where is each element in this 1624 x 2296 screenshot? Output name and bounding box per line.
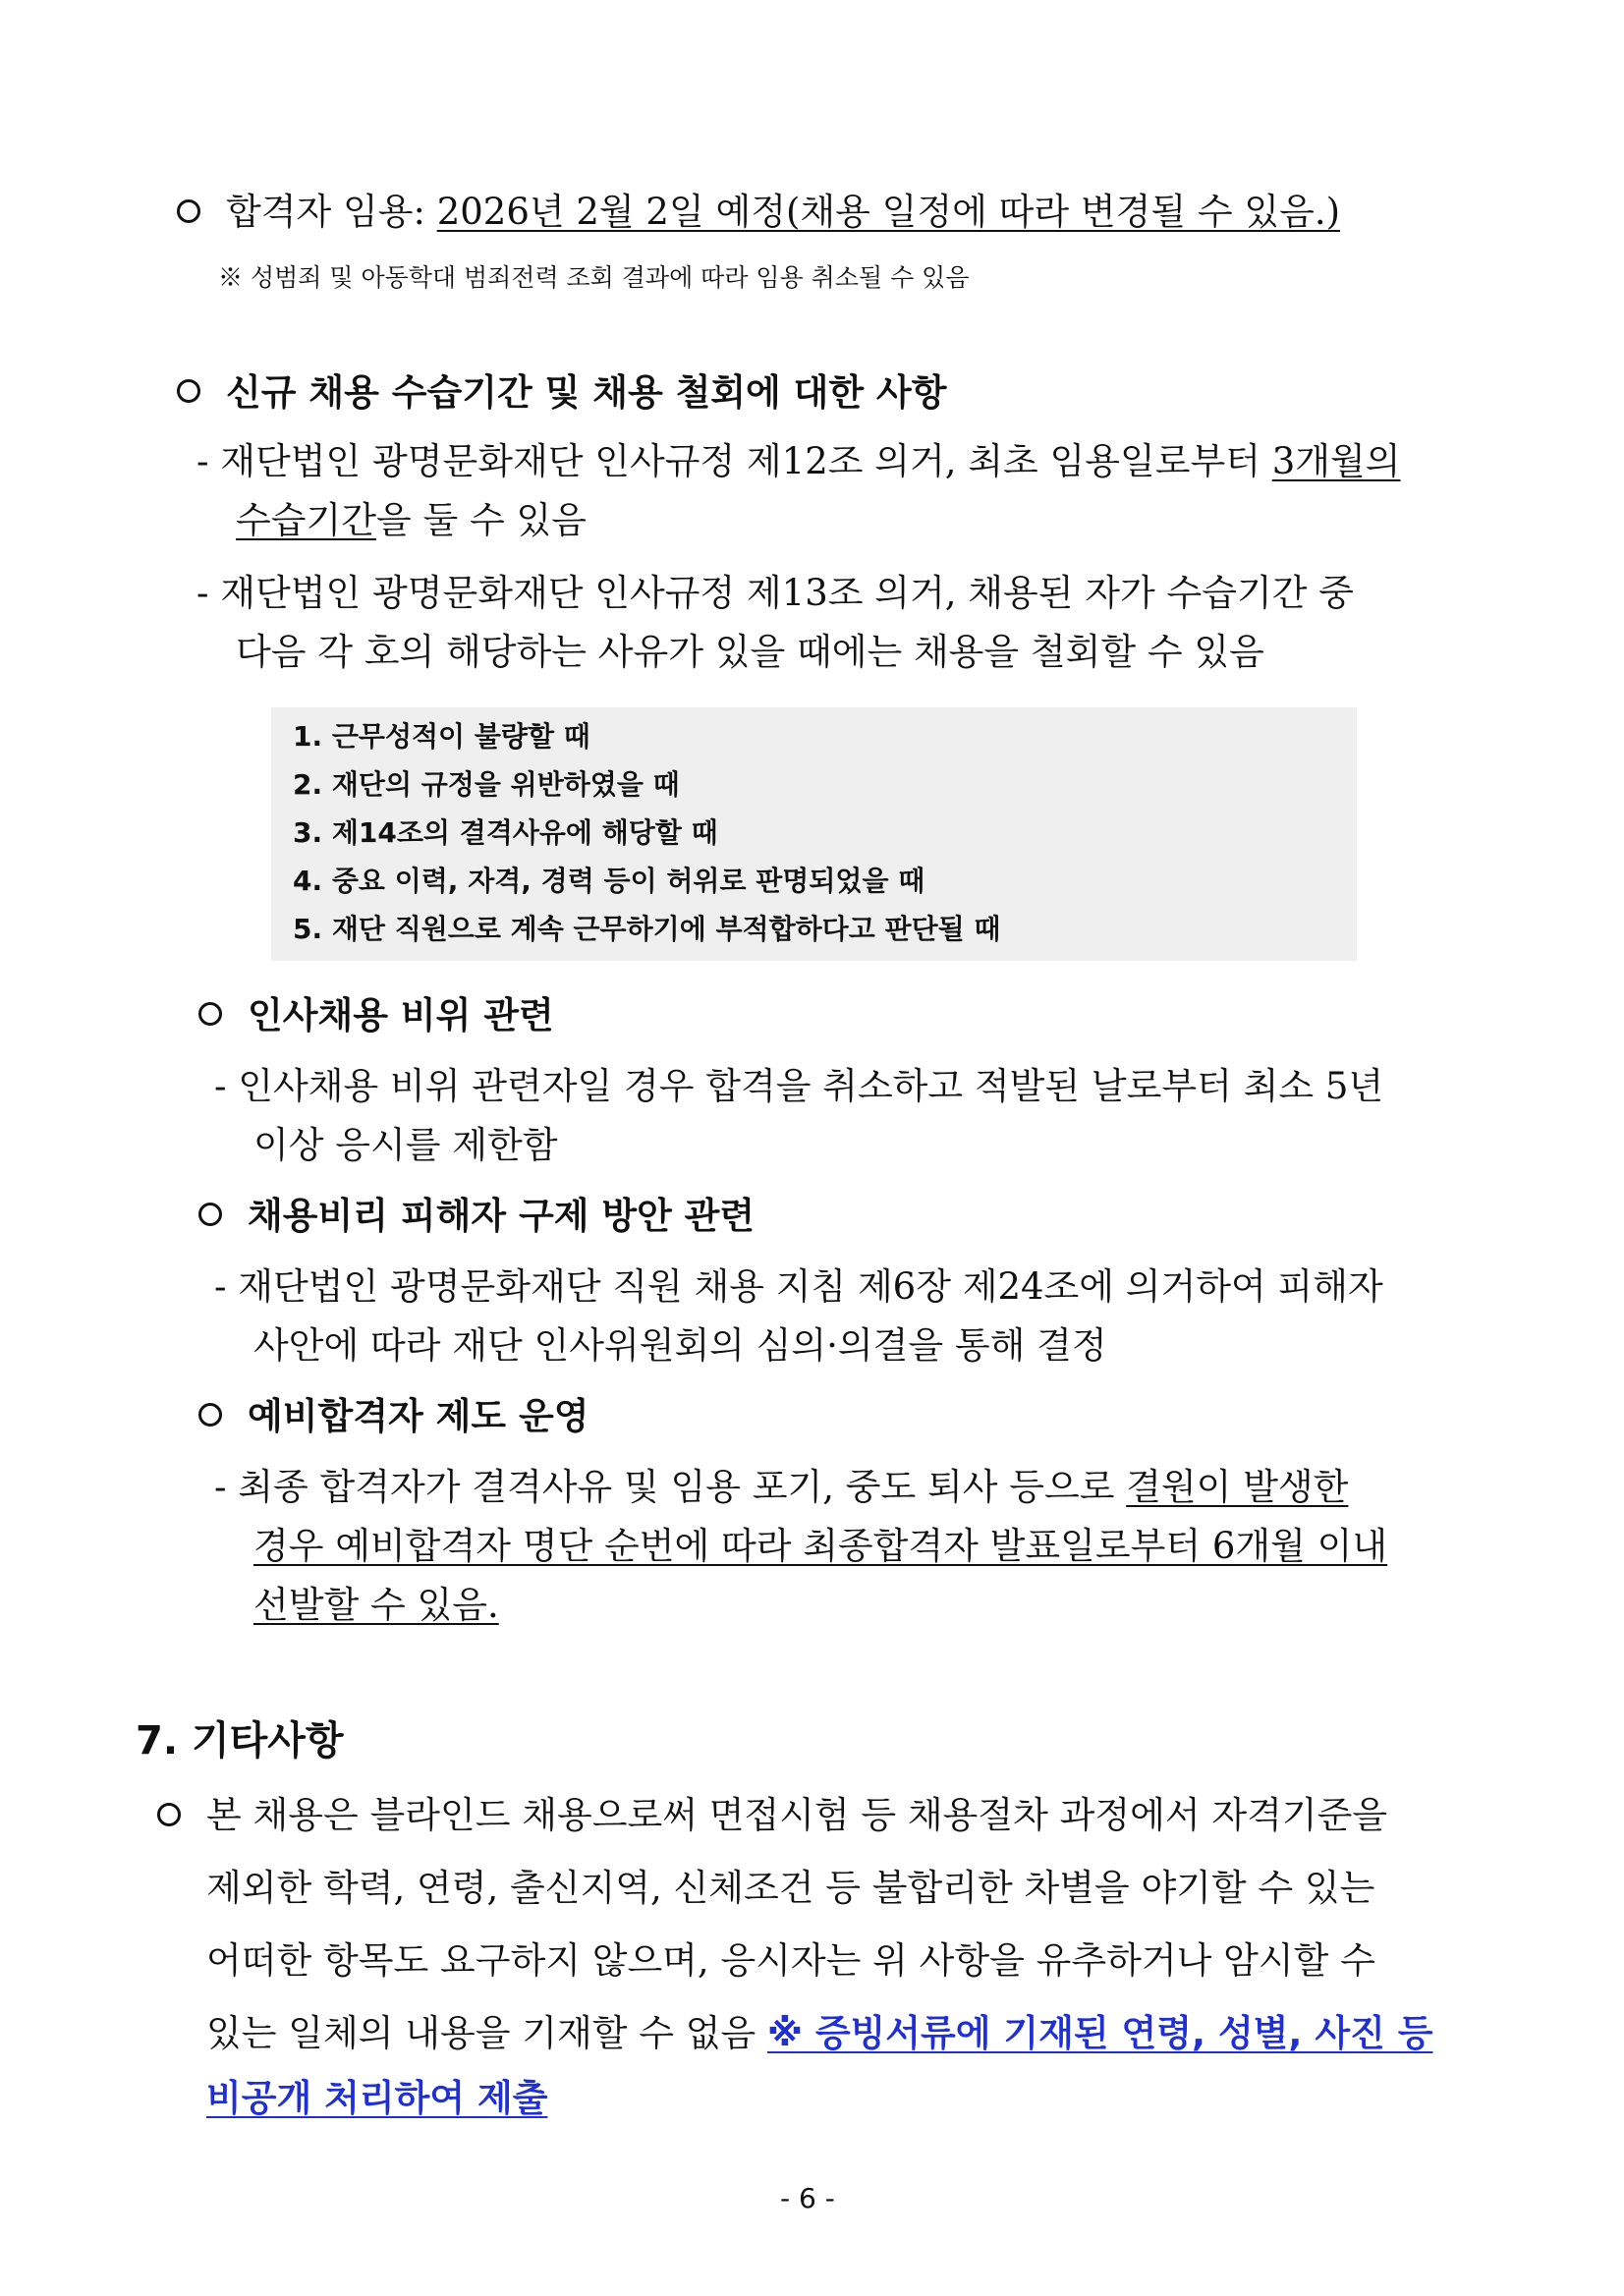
probation-item1-text-end: 을 둘 수 있음 [375,499,587,541]
bullet-circle-icon [198,1002,222,1026]
corruption-line2: 이상 응시를 제한함 [253,1124,558,1166]
reason-item: 1. 근무성적이 불량할 때 [293,720,590,753]
victim-title-line [198,1193,755,1240]
reason-item: 2. 재단의 규정을 위반하였을 때 [293,768,680,801]
corruption-title-line [198,992,554,1039]
probation-item1-line2 [236,497,587,544]
probation-period-underline: 수습기간 [236,499,376,541]
appointment-label: 합격자 임용: [226,191,437,233]
reserve-line1 [214,1464,1348,1511]
section7-title: 7. 기타사항 [136,1718,344,1764]
probation-item1-line1 [196,438,1401,485]
probation-item1-underline: 3개월의 [1271,440,1401,482]
appointment-line [177,189,1340,236]
section7-text: 있는 일체의 내용을 기재할 수 없음 [206,2012,767,2054]
section7-line3: 어떠한 항목도 요구하지 않으며, 응시자는 위 사항을 유추하거나 암시할 수 [206,1939,1375,1982]
reserve-title: 예비합격자 제도 운영 [248,1395,589,1437]
probation-title-line [177,369,947,417]
reserve-line1-underline: 결원이 발생한 [1126,1466,1349,1508]
section7-line2: 제외한 학력, 연령, 출신지역, 신체조건 등 불합리한 차별을 야기할 수 있는 [206,1867,1375,1909]
page-number: - 6 - [780,2182,835,2214]
victim-line2: 사안에 따라 재단 인사위원회의 심의·의결을 통해 결정 [253,1324,1107,1367]
corruption-line1: - 인사채용 비위 관련자일 경우 합격을 취소하고 적발된 날로부터 최소 5년 [214,1065,1384,1107]
reason-item: 5. 재단 직원으로 계속 근무하기에 부적합하다고 판단될 때 [293,913,1001,945]
bullet-circle-icon [177,379,200,403]
bullet-circle-icon [157,1803,181,1826]
bullet-circle-icon [177,199,200,223]
withdrawal-reasons-box [271,707,1357,961]
bullet-circle-icon [198,1403,222,1427]
section7-text: 본 채용은 블라인드 채용으로써 면접시험 등 채용절차 과정에서 자격기준을 [206,1794,1388,1836]
reserve-line1-text: - 최종 합격자가 결격사유 및 임용 포기, 중도 퇴사 등으로 [214,1466,1127,1508]
appointment-note: ※ 성범죄 및 아동학대 범죄전력 조회 결과에 따라 임용 취소될 수 있음 [218,263,970,292]
reserve-title-line [198,1393,588,1440]
section7-line1 [157,1792,1387,1839]
corruption-title: 인사채용 비위 관련 [248,994,554,1036]
victim-title: 채용비리 피해자 구제 방안 관련 [248,1195,756,1237]
section7-line4 [206,2010,1432,2057]
evidence-notice: ※ 증빙서류에 기재된 연령, 성별, 사진 등 [766,2012,1433,2054]
victim-line1: - 재단법인 광명문화재단 직원 채용 지침 제6장 제24조에 의거하여 피해자 [214,1265,1383,1308]
reserve-line3: 선발할 수 있음. [253,1584,499,1626]
evidence-notice-cont: 비공개 처리하여 제출 [206,2077,548,2119]
bullet-circle-icon [198,1203,222,1226]
reserve-line2: 경우 예비합격자 명단 순번에 따라 최종합격자 발표일로부터 6개월 이내 [253,1525,1388,1567]
probation-title: 신규 채용 수습기간 및 채용 철회에 대한 사항 [226,371,947,414]
reason-item: 4. 중요 이력, 자격, 경력 등이 허위로 판명되었을 때 [293,865,925,897]
reason-item: 3. 제14조의 결격사유에 해당할 때 [293,816,718,849]
probation-item2-line2: 다음 각 호의 해당하는 사유가 있을 때에는 채용을 철회할 수 있음 [236,631,1264,673]
appointment-value: 2026년 2월 2일 예정(채용 일정에 따라 변경될 수 있음.) [436,191,1341,233]
probation-item2-line1: - 재단법인 광명문화재단 인사규정 제13조 의거, 채용된 자가 수습기간 중 [196,572,1354,614]
probation-item1-text: - 재단법인 광명문화재단 인사규정 제12조 의거, 최초 임용일로부터 [196,440,1272,482]
